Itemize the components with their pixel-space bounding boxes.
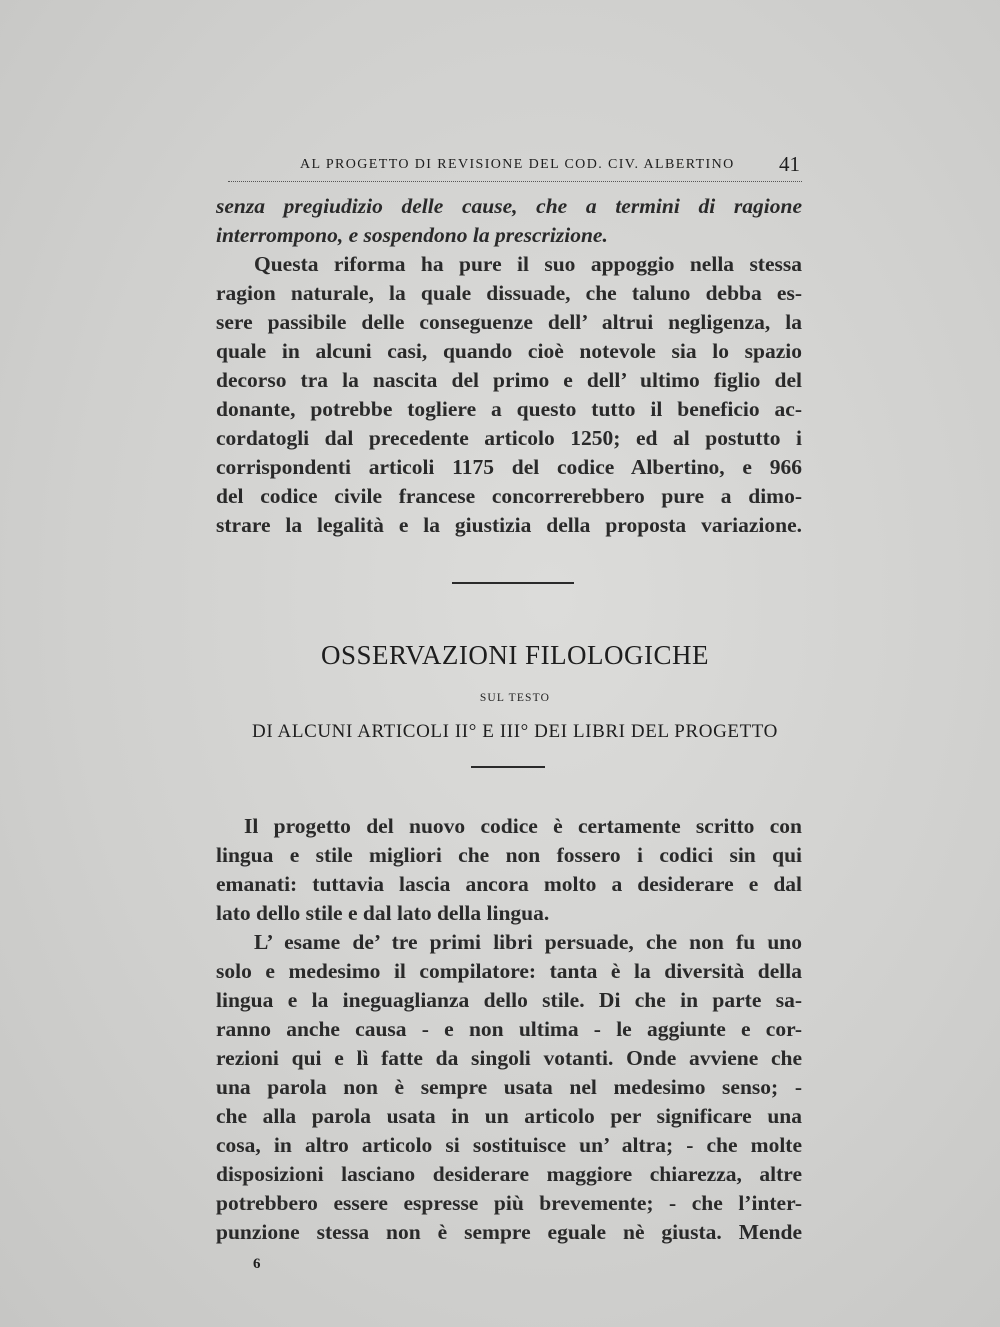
text-line: una parola non è sempre usata nel medesimo senso; - [216,1075,802,1099]
heading-divider [471,766,545,768]
signature-mark: 6 [253,1256,261,1272]
body-text-top [216,192,802,540]
text-line: lingua e stile migliori che non fossero i codici sin qui [216,843,802,867]
running-head [228,152,802,182]
text-line: emanati: tuttavia lascia ancora molto a desiderare e dal [216,872,802,896]
text-line: Questa riforma ha pure il suo appoggio nella stessa [254,252,802,276]
text-line: punzione stessa non è sempre eguale nè giusta. Mende [216,1220,802,1244]
text-line: lato dello stile e dal lato della lingua. [216,901,550,925]
running-title: AL PROGETTO DI REVISIONE DEL COD. CIV. ALBERTINO [300,157,735,172]
text-line: senza pregiudizio delle cause, che a termini di ragione [216,194,802,218]
text-line: cordatogli dal precedente articolo 1250; ed al postutto i [216,426,802,450]
text-line: ragion naturale, la quale dissuade, che taluno debba es- [216,281,802,305]
text-line: strare la legalità e la giustizia della proposta variazione. [216,513,802,537]
text-line: del codice civile francese concorrerebbero pure a dimo- [216,484,802,508]
text-line: interrompono, e sospendono la prescrizione. [216,223,608,247]
section-heading: DI ALCUNI ARTICOLI II° E III° DEI LIBRI DEL PROGETTO [252,721,778,742]
text-line: quale in alcuni casi, quando cioè notevole sia lo spazio [216,339,802,363]
body-text-bottom [216,812,802,1247]
paragraph-2 [216,250,802,540]
text-line: L’ esame de’ tre primi libri persuade, che non fu uno [254,930,802,954]
text-line: solo e medesimo il compilatore: tanta è la diversità della [216,959,802,983]
text-line: lingua e la ineguaglianza dello stile. Di che in parte sa- [216,988,802,1012]
paragraph-4 [216,928,802,1247]
text-line: corrispondenti articoli 1175 del codice Albertino, e 966 [216,455,802,479]
text-line: Il progetto del nuovo codice è certamente scritto con [244,814,802,838]
section-divider [452,582,574,584]
text-line: disposizioni lasciano desiderare maggiore chiarezza, altre [216,1162,802,1186]
text-line: che alla parola usata in un articolo per significare una [216,1104,802,1128]
text-line: sere passibile delle conseguenze dell’ altrui negligenza, la [216,310,802,334]
section-subtitle: SUL TESTO [479,692,551,704]
text-line: cosa, in altro articolo si sostituisce un’ altra; - che molte [216,1133,802,1157]
text-line: decorso tra la nascita del primo e dell’ ultimo figlio del [216,368,802,392]
text-line: ranno anche causa - e non ultima - le aggiunte e cor- [216,1017,802,1041]
text-line: donante, potrebbe togliere a questo tutto il beneficio ac- [216,397,802,421]
section-title: OSSERVAZIONI FILOLOGICHE [320,640,710,670]
page-number: 41 [779,152,800,176]
text-line: potrebbero essere espresse più brevemente; - che l’inter- [216,1191,802,1215]
paragraph-3 [216,812,802,928]
paragraph-1 [216,192,802,250]
text-line: rezioni qui e lì fatte da singoli votanti. Onde avviene che [216,1046,802,1070]
